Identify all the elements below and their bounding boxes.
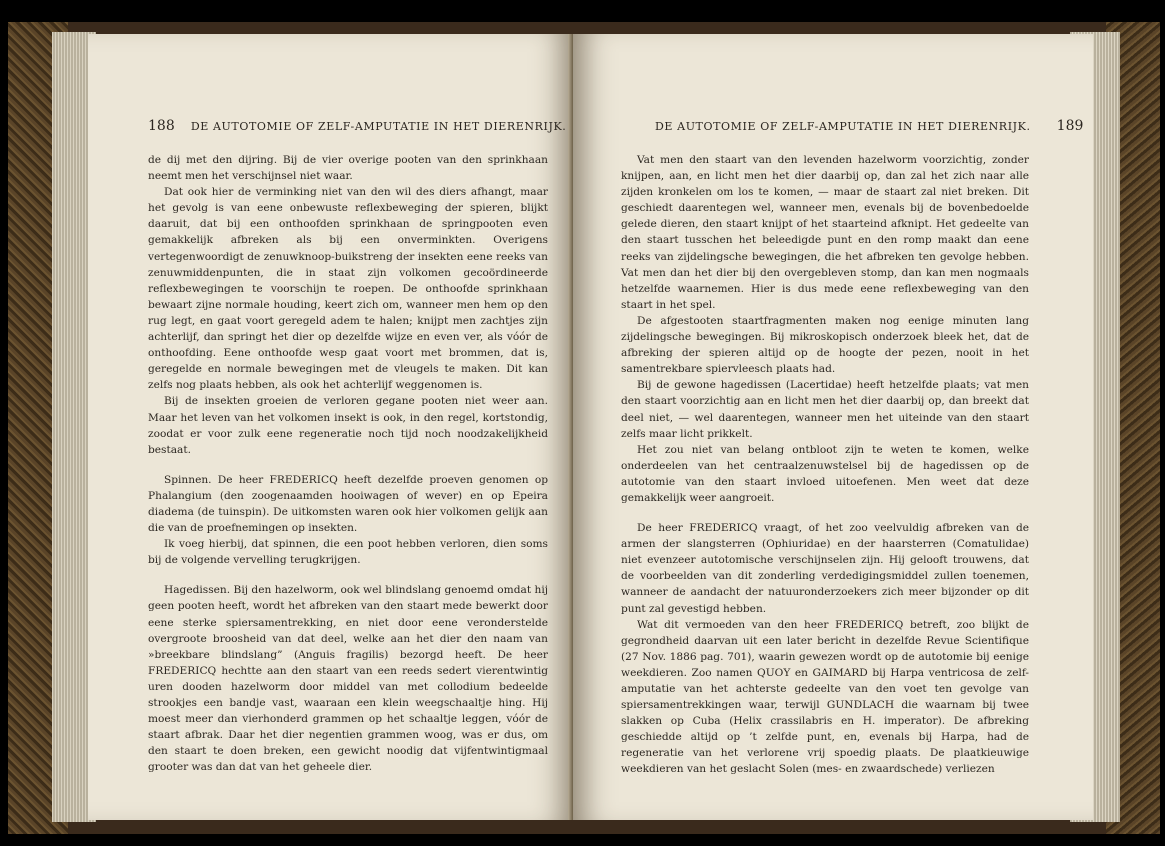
open-book — [8, 22, 1160, 834]
right-body-text — [621, 152, 1029, 778]
paragraph-hagedissen: Hagedissen. Bij den hazelworm, ook wel blindslang genoemd omdat hij geen pooten heeft, wordt het afbreken van den staart mede bewerkt door eene sterke spiersamentrekking, en niet door eene veronderstelde overgroote broosheid van dat deel, welke aan het dier den naam van »breekbare blindslang” (Anguis fragilis) bezorgd heeft. De heer FREDERICQ hechtte aan den staart van een reeds sedert vierentwintig uren dooden hazelworm door middel van met collodium bedeelde strookjes een bandje vast, waaraan een klein weegschaaltje hing. Hij moest meer dan vierhonderd grammen op het schaaltje leggen, vóór de staart afbrak. Daar het dier negentien grammen woog, was er dus, om den staart te doen breken, een gewicht noodig dat vijfentwintigmaal grooter was dan dat van het geheele dier. — [148, 584, 548, 774]
left-page-number: 188 — [148, 118, 175, 134]
paragraph: Ik voeg hierbij, dat spinnen, die een poot hebben verloren, dien soms bij de volgende vervelling terugkrijgen. — [148, 538, 548, 567]
right-page-number: 189 — [1056, 118, 1084, 134]
right-page — [573, 34, 1093, 820]
left-body-text — [148, 152, 548, 775]
paragraph: De afgestooten staartfragmenten maken nog eenige minuten lang zijdelingsche bewegingen. Bij mikroskopisch onderzoek bleek het, dat de afbreking der spieren altijd op de hoogte der pezen, nooit in het samentrekbare spiervleesch plaats had. — [621, 314, 1029, 376]
right-running-title: DE AUTOTOMIE OF ZELF-AMPUTATIE IN HET DIERENRIJK. — [655, 120, 1031, 133]
left-running-title: DE AUTOTOMIE OF ZELF-AMPUTATIE IN HET DIERENRIJK. — [190, 120, 567, 133]
paragraph: De heer FREDERICQ vraagt, of het zoo veelvuldig afbreken van de armen der slangsterren (Ophiuridae) en der haarsterren (Comatulidae) niet evenzeer autotomische verschijnselen zijn. Hij gelooft trouwens, dat de voorbeelden van dit zonderling verdedigingsmiddel zullen toenemen, wanneer de aandacht der natuuronderzoekers zich meer bijzonder op dit punt zal gevestigd hebben. — [621, 522, 1029, 615]
right-running-head — [655, 118, 1083, 134]
paragraph-spinnen: Spinnen. De heer FREDERICQ heeft dezelfde proeven genomen op Phalangium (den zoogenaamden hooiwagen of wever) en op Epeira diadema (de tuinspin). De uitkomsten waren ook hier volkomen gelijk aan die van de proefnemingen op insekten. — [148, 473, 548, 535]
paragraph: Bij de insekten groeien de verloren gegane pooten niet weer aan. Maar het leven van het volkomen insekt is ook, in den regel, kortstondig, zoodat er voor zulk eene regeneratie noch tijd noch noodzakelijkheid bestaat. — [148, 395, 548, 456]
paragraph: Wat dit vermoeden van den heer FREDERICQ betreft, zoo blijkt de gegrondheid daarvan uit een later bericht in dezelfde Revue Scientifique (27 Nov. 1886 pag. 701), waarin gewezen wordt op de autotomie bij eenige weekdieren. Zoo namen QUOY en GAIMARD bij Harpa ventricosa de zelf-amputatie van het achterste gedeelte van den voet ten gevolge van spiersamentrekkingen waar, terwijl GUNDLACH die waarnam bij twee slakken op Cuba (Helix crassilabris en H. imperator). De afbreking geschiedde altijd op ’t zelfde punt, en, evenals bij Harpa, had de regeneratie van het verlorene vrij spoedig plaats. De plaatkieuwige weekdieren van het geslacht Solen (mes- en zwaardschede) verliezen — [621, 618, 1029, 776]
left-running-head — [148, 118, 566, 134]
paragraph: Het zou niet van belang ontbloot zijn te weten te komen, welke onderdeelen van het centraalzenuwstelsel bij de hagedissen op de autotomie van den staart invloed uitoefenen. Men weet dat deze gemakkelijk weer aangroeit. — [621, 443, 1029, 504]
paragraph: de dij met den dijring. Bij de vier overige pooten van den sprinkhaan neemt men het verschijnsel niet waar. — [148, 154, 548, 183]
paragraph: Vat men den staart van den levenden hazelworm voorzichtig, zonder knijpen, aan, en licht men het dier daarbij op, dan zal het zich naar alle zijden kronkelen om los te komen, — maar de staart zal niet breken. Dit geschiedt daarentegen wel, wanneer men, evenals bij de bovenbedoelde gelede dieren, den staart knijpt of het staarteind afknipt. Het gedeelte van den staart tusschen het beleedigde punt en den romp maakt dan eene reeks van zijdelingsche bewegingen, die het afbreken ten gevolge hebben. Vat men dan het dier bij den overgebleven stomp, dan kan men nogmaals hetzelfde waarnemen. Hier is dus mede eene reflexbeweging van den staart in het spel. — [621, 154, 1029, 311]
left-page — [88, 34, 573, 820]
paragraph: Dat ook hier de verminking niet van den wil des diers afhangt, maar het gevolg is van eene onbewuste reflexbeweging der spieren, blijkt daaruit, dat bij een onthoofden sprinkhaan de springpooten even gemakkelijk afbreken als bij een onverminkten. Overigens vertegenwoordigt de zenuwknoop-buikstreng der insekten eene reeks van zenuwmiddenpunten, die in staat zijn volkomen gecoördineerde reflexbewegingen te voorschijn te roepen. De onthoofde sprinkhaan bewaart zijne normale houding, keert zich om, wanneer men hem op den rug legt, en gaat voort geregeld adem te halen; knijpt men zachtjes zijn achterlijf, dan springt het dier op dezelfde wijze en even ver, als vóór de onthoofding. Eene onthoofde wesp gaat voort met brommen, dat is, geregelde en normale bewegingen met de vleugels te maken. Dit kan zelfs nog plaats hebben, als ook het achterlijf weggenomen is. — [148, 186, 548, 392]
paragraph: Bij de gewone hagedissen (Lacertidae) heeft hetzelfde plaats; vat men den staart voorzichtig aan en licht men het dier daarbij op, dan breekt dat deel niet, — wel daarentegen, wanneer men het uiteinde van den staart zelfs maar licht prikkelt. — [621, 379, 1029, 440]
